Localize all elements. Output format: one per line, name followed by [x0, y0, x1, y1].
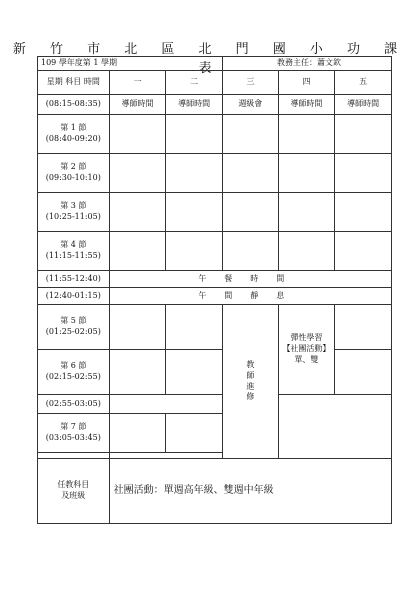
rest-row — [38, 288, 392, 305]
page-title: 新 竹 市 北 區 北 門 國 小 功 課 表 — [12, 42, 408, 76]
period-cell: 第 2 節 (09:30-10:10) — [38, 154, 110, 193]
slot — [335, 232, 392, 271]
break-slot — [109, 395, 222, 414]
slot — [109, 350, 166, 395]
period-6-row — [38, 350, 392, 395]
morning-row — [38, 95, 392, 115]
slot — [109, 193, 166, 232]
period-1-row — [38, 115, 392, 154]
time-cell: (08:15-08:35) — [38, 95, 110, 115]
period-2-row — [38, 154, 392, 193]
morning-fri: 導師時間 — [335, 95, 392, 115]
slot — [166, 305, 223, 350]
slot — [109, 305, 166, 350]
morning-wed: 週級會 — [223, 95, 279, 115]
day-mon: 一 — [109, 71, 166, 95]
time-cell: (11:55-12:40) — [38, 271, 110, 288]
footer-row — [38, 459, 392, 524]
slot — [278, 193, 335, 232]
period-cell: 第 3 節 (10:25-11:05) — [38, 193, 110, 232]
slot — [223, 154, 279, 193]
morning-tue: 導師時間 — [166, 95, 223, 115]
period-cell: 第 6 節 (02:15-02:55) — [38, 350, 110, 395]
period-3-row — [38, 193, 392, 232]
time-cell: (02:55-03:05) — [38, 395, 110, 414]
period-4-row — [38, 232, 392, 271]
period-cell: 第 7 節 (03:05-03:45) — [38, 414, 110, 453]
slot — [223, 115, 279, 154]
header-row — [38, 57, 392, 71]
slot — [109, 232, 166, 271]
slot — [278, 232, 335, 271]
slot — [109, 414, 166, 453]
day-thu: 四 — [278, 71, 335, 95]
day-header-row — [38, 71, 392, 95]
period-cell: 第 1 節 (08:40-09:20) — [38, 115, 110, 154]
slot — [335, 305, 392, 350]
slot — [335, 154, 392, 193]
slot — [166, 193, 223, 232]
period-5-row — [38, 305, 392, 350]
slot — [166, 414, 223, 453]
empty-block — [278, 395, 391, 459]
thursday-elective: 彈性學習 【社團活動】 單、雙 — [278, 305, 335, 395]
club-note: 社團活動：單週高年級、雙週中年級 — [109, 459, 391, 524]
period-cell: 第 4 節 (11:15-11:55) — [38, 232, 110, 271]
corner-cell: 星期 科目 時間 — [38, 71, 110, 95]
slot — [166, 350, 223, 395]
slot — [166, 232, 223, 271]
slot — [335, 193, 392, 232]
period-cell: 第 5 節 (01:25-02:05) — [38, 305, 110, 350]
morning-mon: 導師時間 — [109, 95, 166, 115]
footer-label: 任教科目 及班級 — [38, 459, 110, 524]
slot — [109, 115, 166, 154]
slot — [278, 115, 335, 154]
wednesday-teacher-training: 教師進修 — [223, 305, 279, 459]
day-wed: 三 — [223, 71, 279, 95]
morning-thu: 導師時間 — [278, 95, 335, 115]
lunch-label: 午餐時間 — [109, 271, 391, 288]
lunch-row — [38, 271, 392, 288]
break-row — [38, 395, 392, 414]
director-label: 教務主任：蕭文欽 — [223, 57, 392, 71]
schedule-table — [37, 56, 392, 524]
slot — [335, 350, 392, 395]
slot — [166, 154, 223, 193]
time-cell: (12:40-01:15) — [38, 288, 110, 305]
term-label: 109 學年度第 1 學期 — [38, 57, 223, 71]
slot — [109, 154, 166, 193]
day-tue: 二 — [166, 71, 223, 95]
day-fri: 五 — [335, 71, 392, 95]
rest-label: 午間靜息 — [109, 288, 391, 305]
slot — [166, 115, 223, 154]
slot — [223, 232, 279, 271]
slot — [278, 154, 335, 193]
slot — [335, 115, 392, 154]
slot — [223, 193, 279, 232]
